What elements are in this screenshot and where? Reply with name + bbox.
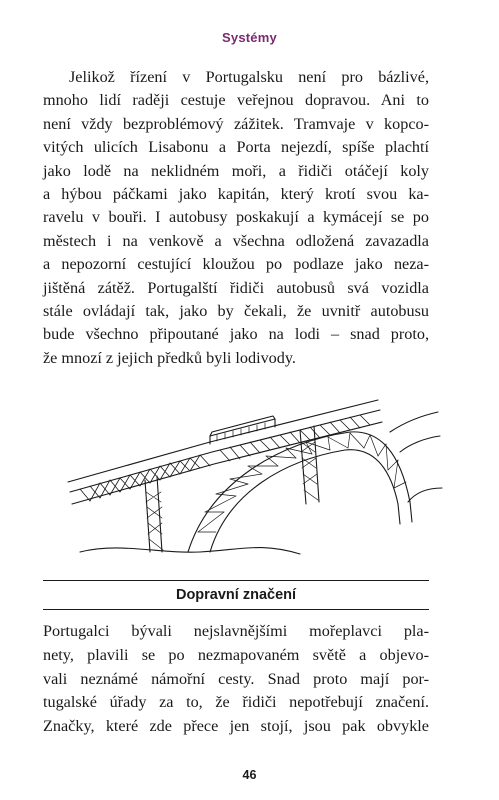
page-number: 46 [242, 768, 257, 782]
paragraph-line: jako lodě na neklidném moři, a řidiči otáčejí koly [43, 161, 429, 180]
paragraph-line: vitých ulicích Lisabonu a Porta nejezdí, spíše plachtí [43, 138, 429, 157]
running-head: Systémy [222, 30, 277, 45]
paragraph-line: a hýbou páčkami jako kapitán, který krotí svou ka- [43, 185, 429, 204]
paragraph-line: že mnozí z jejich předků byli lodivody. [43, 348, 296, 367]
box-line: tugalské úřady za to, že řidiči nepotřebují značení. [43, 693, 429, 712]
box-line: Značky, které zde přece jen stojí, jsou pak obvykle [43, 717, 429, 736]
paragraph-line: jištěná zátěž. Portugalští řidiči autobusů svá vozidla [43, 278, 429, 297]
box-title-rule [43, 609, 429, 610]
paragraph-line: Jelikož řízení v Portugalsku není pro bázlivé, [69, 68, 429, 86]
box-line: nety, plavili se po nezmapovaném světě a objevo- [43, 645, 429, 664]
paragraph-line: mnoho lidí raději cestuje veřejnou dopravou. Ani to [43, 91, 429, 110]
bridge-illustration [60, 392, 444, 562]
paragraph-line: a nepozorní cestující kloužou po podlaze jako neza- [43, 255, 429, 274]
paragraph-line: není vždy bezproblémový zážitek. Tramvaje v kopco- [43, 114, 429, 133]
paragraph-line: bude všechno připoutané jako na lodi – snad proto, [43, 325, 429, 344]
main-paragraph [43, 66, 429, 370]
box-title: Dopravní značení [175, 587, 297, 603]
paragraph-line: ravelu v bouři. I autobusy poskakují a kymácejí se po [43, 208, 429, 227]
paragraph-line: městech i na venkově a všechna odložená zavazadla [43, 231, 429, 250]
box-line: Portugalci bývali nejslavnějšími mořeplavci pla- [43, 622, 429, 640]
box-top-rule [43, 580, 429, 581]
paragraph-line: stále ovládají tak, jako by čekali, že uvnitř autobusu [43, 302, 429, 321]
box-paragraph [43, 620, 429, 739]
box-line: vali neznámé námořní cesty. Snad proto mají por- [43, 669, 429, 688]
